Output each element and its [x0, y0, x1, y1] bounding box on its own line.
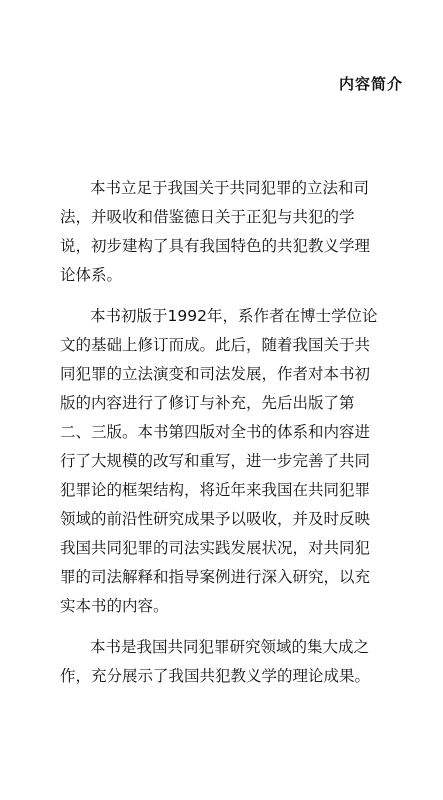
text-line: 本书初版于1992年，系作者在博士学位论 [90, 307, 378, 325]
text-line: 本书立足于我国关于共同犯罪的立法和司 [90, 179, 370, 197]
text-line: 版的内容进行了修订与补充，先后出版了第 [60, 394, 355, 412]
text-line: 说，初步建构了具有我国特色的共犯教义学理 [60, 237, 371, 255]
introduction-text [60, 174, 385, 703]
text-line: 领域的前沿性研究成果予以吸收，并及时反映 [60, 510, 371, 528]
text-line: 犯罪论的框架结构，将近年来我国在共同犯罪 [60, 481, 371, 499]
text-line: 作，充分展示了我国共犯教义学的理论成果。 [60, 667, 371, 685]
paragraph-1 [60, 174, 385, 290]
text-line: 同犯罪的立法演变和司法发展，作者对本书初 [60, 365, 371, 383]
text-line: 二、三版。本书第四版对全书的体系和内容进 [60, 423, 371, 441]
text-line: 论体系。 [60, 266, 123, 284]
text-line: 实本书的内容。 [60, 597, 169, 615]
paragraph-2 [60, 302, 385, 621]
section-heading: 内容简介 [338, 75, 403, 93]
text-line: 文的基础上修订而成。此后，随着我国关于共 [60, 336, 371, 354]
text-line: 法，并吸收和借鉴德日关于正犯与共犯的学 [60, 208, 355, 226]
text-line: 本书是我国共同犯罪研究领域的集大成之 [90, 638, 370, 656]
text-line: 罪的司法解释和指导案例进行深入研究，以充 [60, 568, 371, 586]
text-line: 我国共同犯罪的司法实践发展状况，对共同犯 [60, 539, 371, 557]
paragraph-3 [60, 633, 385, 691]
text-line: 行了大规模的改写和重写，进一步完善了共同 [60, 452, 371, 470]
